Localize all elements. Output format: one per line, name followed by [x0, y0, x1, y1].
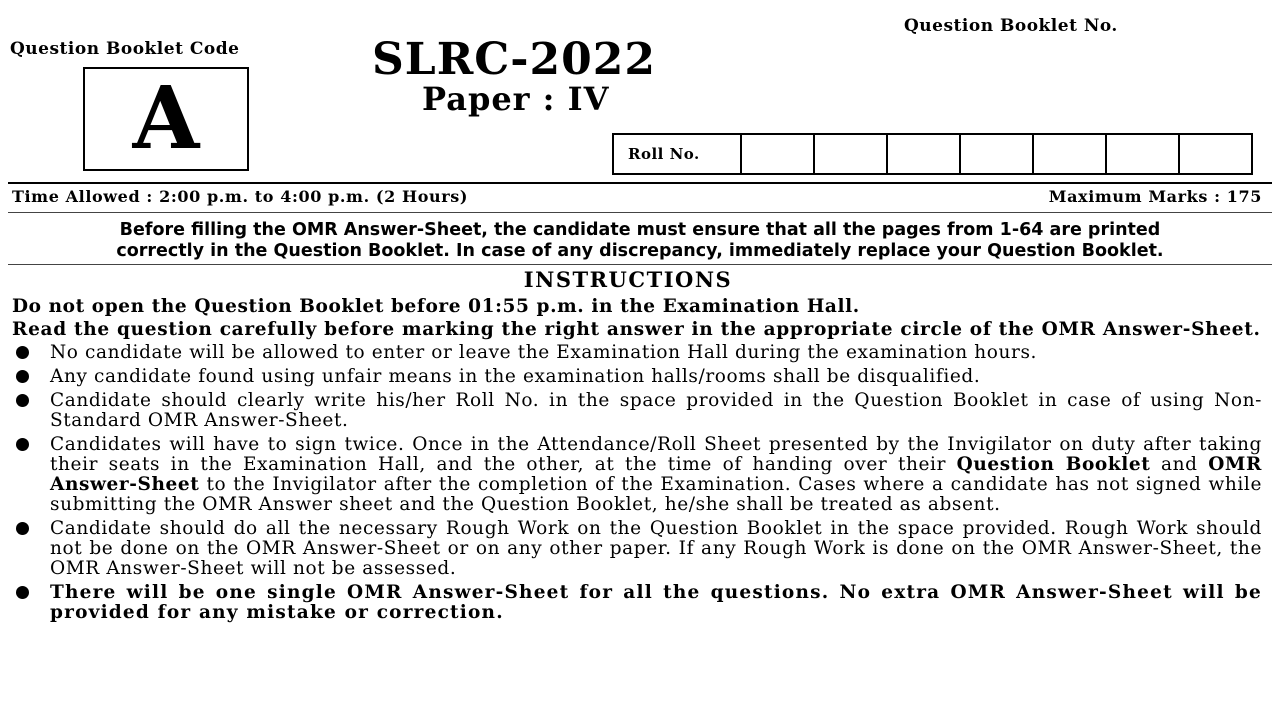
instruction-list — [12, 343, 1262, 623]
booklet-code-letter: A — [132, 68, 200, 169]
text-segment: Candidates will have to sign twice. Once in the Attendance/Roll Sheet presented by the Invigilator on duty after taking their seats in the Examination Hall, and the other, at the time of handing over their — [50, 434, 1262, 475]
omr-notice-line: correctly in the Question Booklet. In case of any discrepancy, immediately replace your Question Booklet. — [116, 241, 1164, 261]
roll-digit-box[interactable] — [1033, 134, 1106, 174]
text-segment: and — [1150, 454, 1209, 475]
roll-digit-box[interactable] — [960, 134, 1033, 174]
list-item-text: Any candidate found using unfair means in the examination halls/rooms shall be disqualified. — [50, 366, 981, 387]
list-item-text — [50, 434, 1262, 515]
bullet-icon — [16, 586, 29, 599]
list-item-text: Candidate should clearly write his/her Roll No. in the space provided in the Question Booklet in case of using Non-Standard OMR Answer-Sheet. — [50, 390, 1262, 431]
list-item-text: Candidate should do all the necessary Rough Work on the Question Booklet in the space provided. Rough Work should not be done on the OMR Answer-Sheet or on any other paper. If any Rough Work is done on the OMR Answer-Sheet, the OMR Answer-Sheet will not be assessed. — [50, 518, 1262, 579]
list-item — [12, 583, 1262, 623]
paper-number: Paper : IV — [422, 80, 610, 118]
question-booklet-code-label: Question Booklet Code — [10, 39, 240, 59]
list-item-text: No candidate will be allowed to enter or leave the Examination Hall during the examination hours. — [50, 342, 1038, 363]
maximum-marks: Maximum Marks : 175 — [1048, 187, 1262, 206]
list-item — [12, 435, 1262, 515]
instructions-body — [12, 297, 1262, 627]
divider — [8, 182, 1272, 184]
divider — [8, 212, 1272, 213]
list-item — [12, 343, 1262, 363]
bullet-icon — [16, 522, 29, 535]
instruction-bold-line: Do not open the Question Booklet before 01:55 p.m. in the Examination Hall. — [12, 296, 860, 317]
booklet-code-box — [83, 67, 249, 171]
emphasis-question-booklet: Question Booklet — [956, 454, 1151, 475]
roll-digit-box[interactable] — [741, 134, 814, 174]
time-allowed: Time Allowed : 2:00 p.m. to 4:00 p.m. (2 Hours) — [12, 187, 469, 206]
instructions-heading: INSTRUCTIONS — [523, 267, 733, 292]
bullet-icon — [16, 438, 29, 451]
emphasis-omr-answer-sheet: OMR Answer-Sheet — [50, 454, 1262, 495]
question-booklet-no-label: Question Booklet No. — [904, 16, 1118, 36]
roll-digit-box[interactable] — [887, 134, 960, 174]
divider — [8, 264, 1272, 265]
roll-digit-box[interactable] — [1179, 134, 1252, 174]
list-item-text: There will be one single OMR Answer-Sheet for all the questions. No extra OMR Answer-Sheet will be provided for any mistake or correction. — [50, 582, 1262, 623]
bullet-icon — [16, 370, 29, 383]
omr-notice — [8, 220, 1272, 262]
roll-digit-box[interactable] — [814, 134, 887, 174]
exam-title: SLRC-2022 — [372, 34, 657, 85]
roll-number-grid — [612, 133, 1253, 175]
instruction-bold-line: Read the question carefully before marking the right answer in the appropriate circle of the OMR Answer-Sheet. — [12, 319, 1261, 340]
omr-notice-line: Before filling the OMR Answer-Sheet, the candidate must ensure that all the pages from 1-64 are printed — [119, 220, 1161, 240]
bullet-icon — [16, 394, 29, 407]
list-item — [12, 367, 1262, 387]
text-segment: to the Invigilator after the completion of the Examination. Cases where a candidate has not signed while submitting the OMR Answer sheet and the Question Booklet, he/she shall be treated as absent. — [50, 474, 1262, 515]
roll-digit-box[interactable] — [1106, 134, 1179, 174]
roll-number-label: Roll No. — [613, 134, 741, 174]
list-item — [12, 519, 1262, 579]
list-item — [12, 391, 1262, 431]
bullet-icon — [16, 346, 29, 359]
